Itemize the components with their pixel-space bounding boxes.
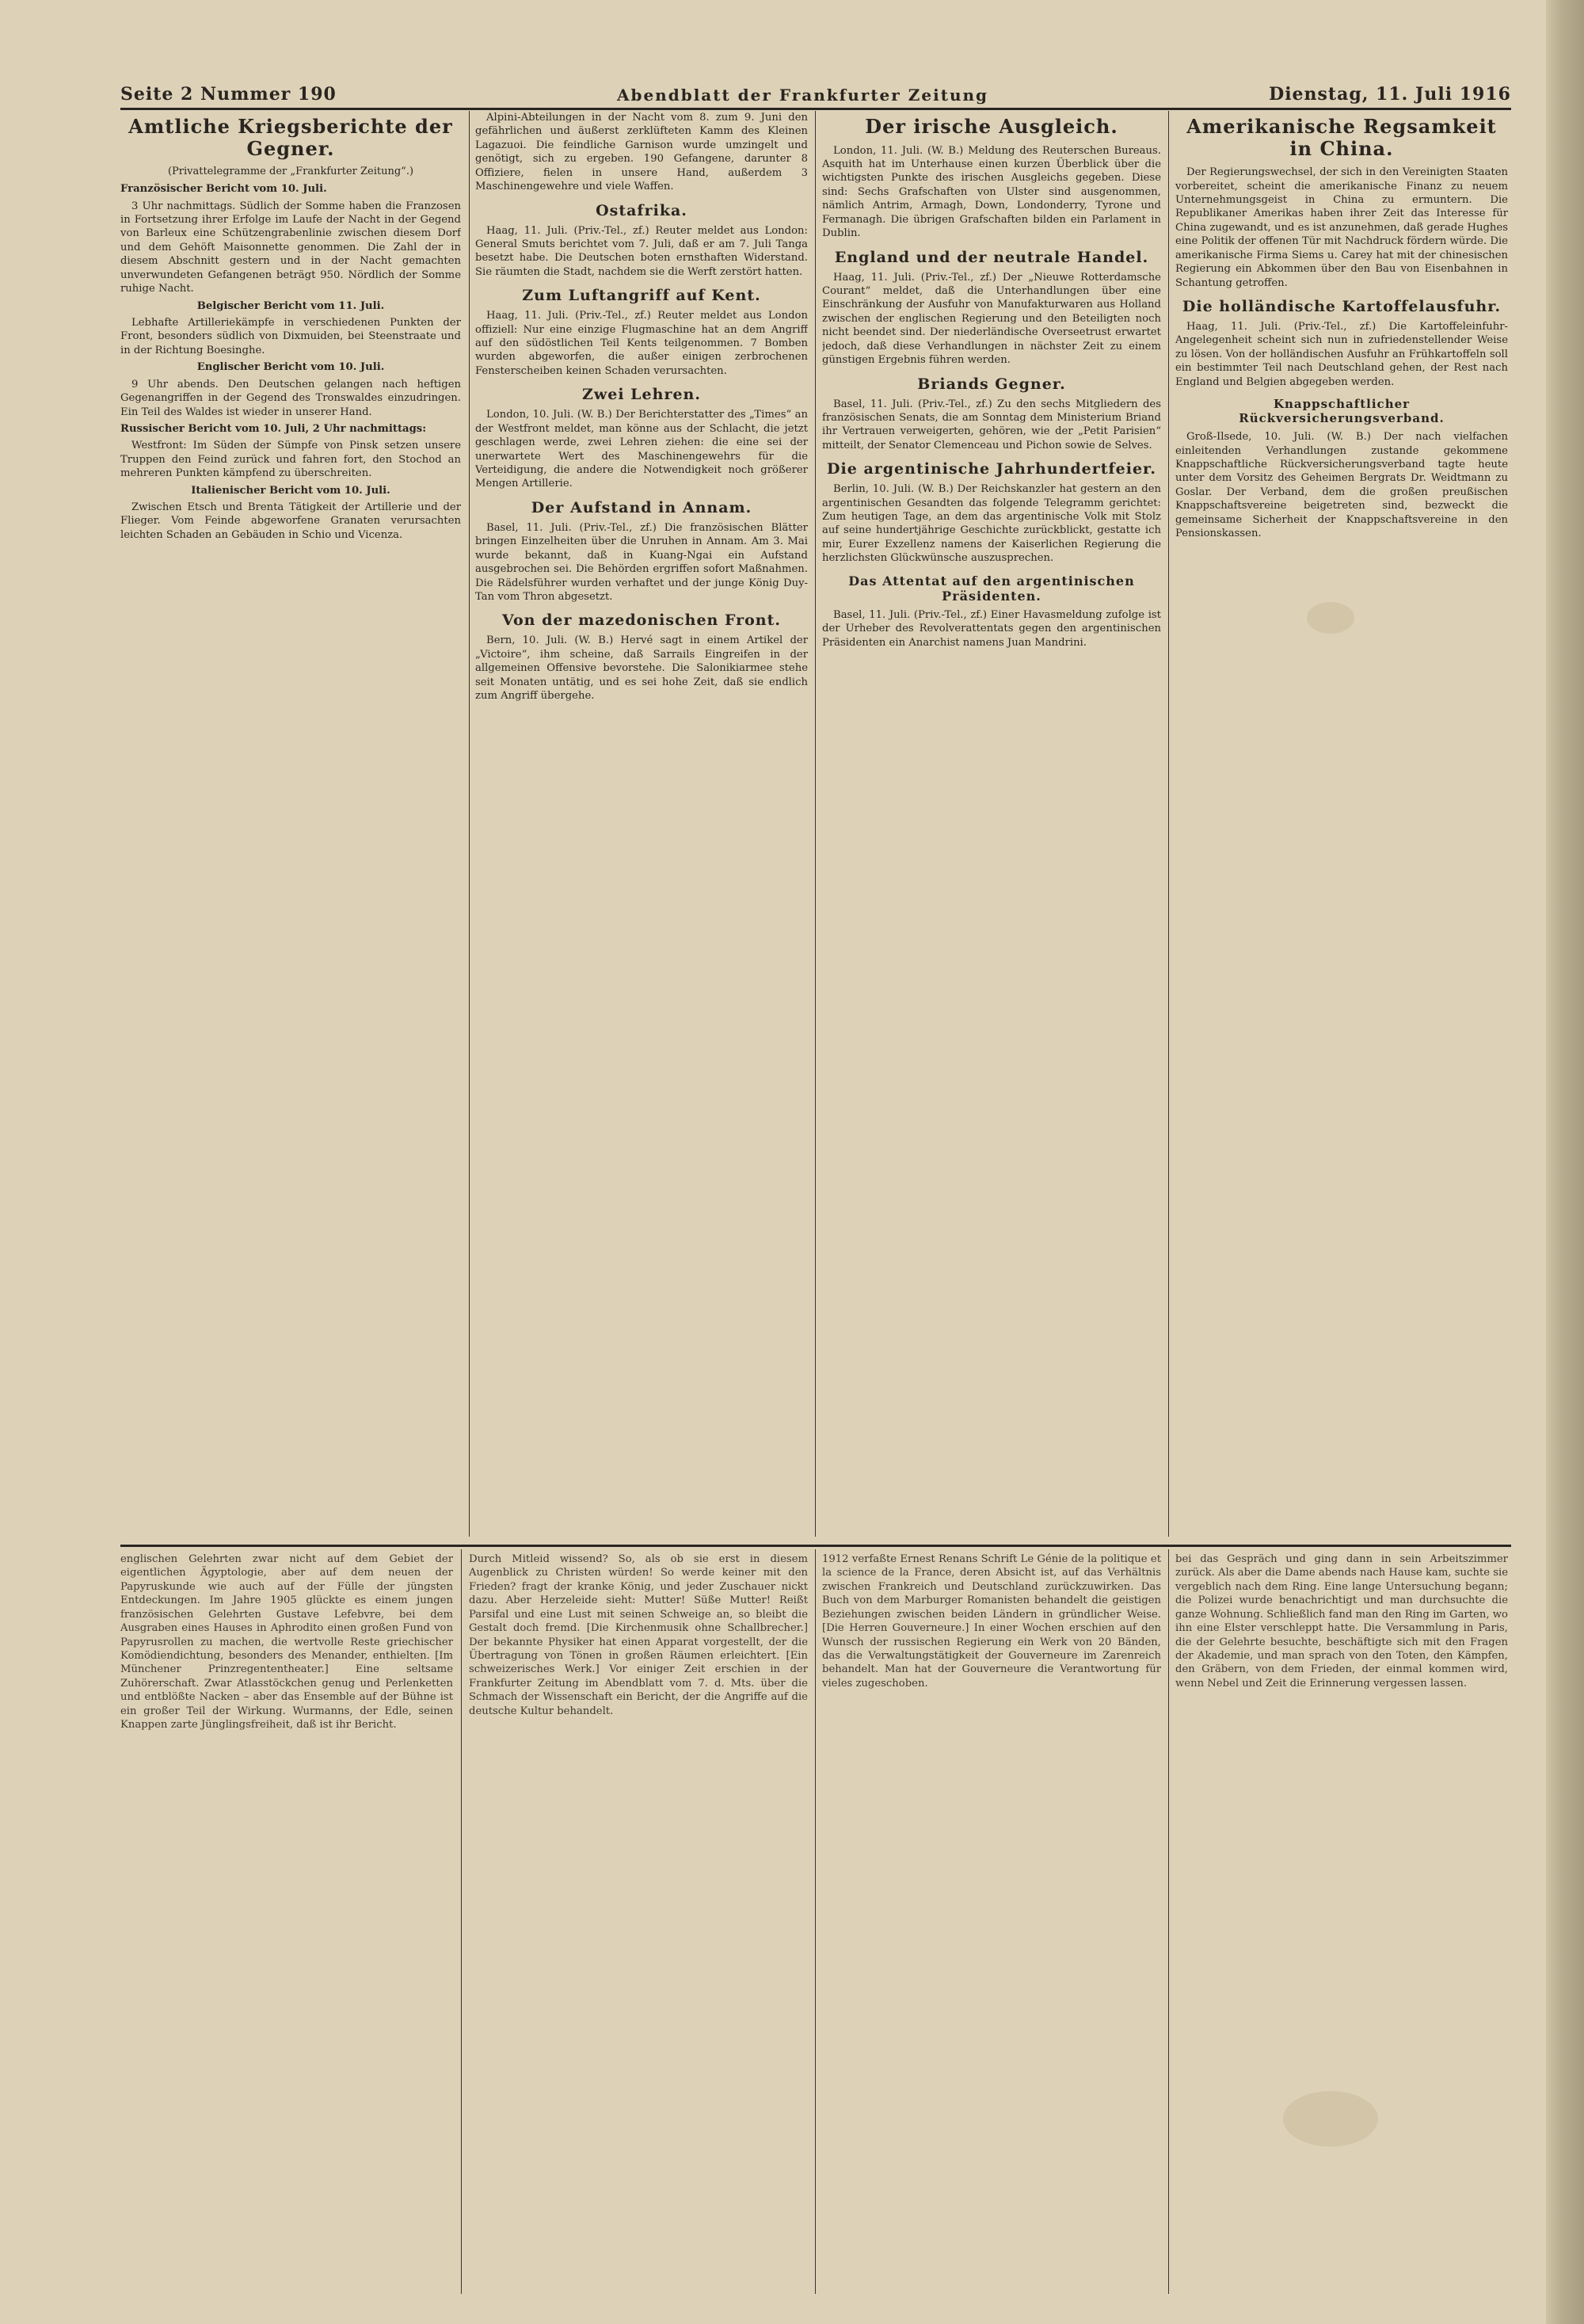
article-text: Der Regierungswechsel, der sich in den Vereinigten Staaten vorbereitet, scheint die amerikanische Finanz zu neuem Unternehmungsgeist in China zu ermuntern. Die Republikaner Amerikas haben ihrer Zeit das Interesse für China zugewandt, und es ist anzunehmen, daß gerade Hughes eine Politik der offenen Tür mit Nachdruck fördern würde. Die amerikanische Firma Siems u. Carey hat mit der chinesischen Regierung ein Abkommen über den Bau von Eisenbahnen in Schantung getroffen. <box>1175 166 1508 289</box>
article-title-knappschaft: Knappschaftlicher Rückversicherungsverband. <box>1239 397 1445 426</box>
article-text: Alpini-Abteilungen in der Nacht vom 8. zum 9. Juni den gefährlichen und äußerst zerklüfteten Kamm des Kleinen Lagazuoi. Die feindliche Garnison wurde umzingelt und genötigt, sich zu ergeben. 190 Gefangene, darunter 8 Offiziere, fielen in unsere Hand, außerdem 3 Maschinengewehre und viele Waffen. <box>475 112 808 193</box>
article-title-luftangriff: Zum Luftangriff auf Kent. <box>522 287 761 305</box>
article-title-mazedonien: Von der mazedonischen Front. <box>501 611 782 630</box>
report-heading: Italienischer Bericht vom 10. Juli. <box>191 484 390 497</box>
report-text: 9 Uhr abends. Den Deutschen gelangen nach heftigen Gegenangriffen in der Gegend des Tronswaldes einzudringen. Ein Teil des Waldes ist wieder in unserer Hand. <box>120 378 461 418</box>
column-divider <box>1168 1549 1169 2294</box>
article-text: Haag, 11. Juli. (Priv.-Tel., zf.) Der „Nieuwe Rotterdamsche Courant“ meldet, daß die Unterhandlungen über eine Einschränkung der Ausfuhr von Manufakturwaren aus Holland zwischen der englischen Regierung und den Beteiligten noch nicht beendet sind. Der niederländische Overseetrust erwartet jedoch, daß diese Verhandlungen in nächster Zeit zu einem günstigen Ergebnis führen werden. <box>822 271 1161 367</box>
article-text: Basel, 11. Juli. (Priv.-Tel., zf.) Zu den sechs Mitgliedern des französischen Senats, die am Sonntag dem Ministerium Briand ihr Vertrauen verweigerten, gehören, wie der „Petit Parisien“ mitteilt, der Senator Clemenceau und Pichon sowie de Selves. <box>822 398 1161 451</box>
column-divider <box>1168 111 1169 1537</box>
article-title-china: Amerikanische Regsamkeit in China. <box>1186 115 1497 160</box>
article-title-annam: Der Aufstand in Annam. <box>531 498 752 516</box>
article-title-briand: Briands Gegner. <box>917 375 1066 393</box>
report-heading: Belgischer Bericht vom 11. Juli. <box>196 299 385 312</box>
column-two <box>475 111 808 1537</box>
article-title-kartoffel: Die holländische Kartoffelausfuhr. <box>1182 297 1502 315</box>
article-title-irish: Der irische Ausgleich. <box>865 115 1118 138</box>
column-divider <box>461 1549 462 2294</box>
column-divider <box>815 111 816 1537</box>
report-heading: Französischer Bericht vom 10. Juli. <box>120 183 327 196</box>
article-title-attentat: Das Attentat auf den argentinischen Präsidenten. <box>848 573 1135 604</box>
feuilleton-text: 1912 verfaßte Ernest Renans Schrift Le Génie de la politique et la science de la France, deren Absicht ist, auf das Verhältnis zwischen Frankreich und Deutschland zurückzuwirken. Das Buch von dem Marburger Romanisten behandelt die geistigen Beziehungen zwischen beiden Ländern in gründlicher Weise. [Die Herren Gouverneure.] In einer Wochen erschien auf den Wunsch der russischen Regierung ein Werk von 20 Bänden, das die Verwaltungstätigkeit der Gouverneure im Zarenreich behandelt. Man hat der Gouverneure die Verantwortung für vieles zugeschoben. <box>822 1553 1161 1690</box>
report-heading: Russischer Bericht vom 10. Juli, 2 Uhr nachmittags: <box>120 422 427 435</box>
report-text: Zwischen Etsch und Brenta Tätigkeit der Artillerie und der Flieger. Vom Feinde abgeworfene Granaten verursachten leichten Schaden an Gebäuden in Schio und Vicenza. <box>120 501 461 541</box>
article-text: Haag, 11. Juli. (Priv.-Tel., zf.) Die Kartoffeleinfuhr-Angelegenheit scheint sich nun in zufriedenstellender Weise zu lösen. Von der holländischen Ausfuhr an Frühkartoffeln soll ein bestimmter Teil nach Deutschland gehen, der Rest nach England und Belgien abgegeben werden. <box>1175 320 1508 388</box>
article-title-ostafrika: Ostafrika. <box>596 201 687 219</box>
column-war-reports <box>120 111 461 1537</box>
article-text: Basel, 11. Juli. (Priv.-Tel., zf.) Einer Havasmeldung zufolge ist der Urheber des Revolverattentats gegen den argentinischen Präsidenten ein Anarchist namens Juan Mandrini. <box>822 608 1161 649</box>
column-three <box>822 111 1161 1537</box>
article-text: Basel, 11. Juli. (Priv.-Tel., zf.) Die französischen Blätter bringen Einzelheiten über die Unruhen in Annam. Am 3. Mai wurde bekannt, daß in Kuang-Ngai ein Aufstand ausgebrochen sei. Die Behörden ergriffen sofort Maßnahmen. Die Rädelsführer wurden verhaftet und der junge König Duy-Tan vom Thron abgesetzt. <box>475 521 808 603</box>
masthead-publication: Abendblatt der Frankfurter Zeitung <box>616 86 989 105</box>
article-title-zwei-lehren: Zwei Lehren. <box>582 386 701 404</box>
masthead-rule <box>120 108 1511 110</box>
article-text: Berlin, 10. Juli. (W. B.) Der Reichskanzler hat gestern an den argentinischen Gesandten das folgende Telegramm gerichtet: Zum heutigen Tage, an dem das argentinische Volk mit Stolz auf seine hundertjährige Geschichte zurückblickt, gestatte ich mir, Eurer Exzellenz namens der Kaiserlichen Regierung die herzlichsten Glückwünsche auszusprechen. <box>822 483 1161 565</box>
masthead-date: Dienstag, 11. Juli 1916 <box>1269 84 1511 105</box>
article-text: Bern, 10. Juli. (W. B.) Hervé sagt in einem Artikel der „Victoire“, ihm scheine, daß Sarrails Eingreifen in der allgemeinen Offensive bevorstehe. Die Salonikiarmee stehe seit Monaten untätig, und es sei hohe Zeit, daß sie endlich zum Angriff übergehe. <box>475 634 808 703</box>
article-text: London, 10. Juli. (W. B.) Der Berichterstatter des „Times“ an der Westfront meldet, man könne aus der Schlacht, die jetzt geschlagen werde, zwei Lehren ziehen: die eine sei der unerwartete Wert des Maschinengewehrs für die Verteidigung, die andere die Notwendigkeit noch größerer Mengen Artillerie. <box>475 409 808 490</box>
article-text: Groß-Ilsede, 10. Juli. (W. B.) Der nach vielfachen einleitenden Verhandlungen zustande gekommene Knappschaftliche Rückversicherungsverband tagte heute unter dem Vorsitz des Geheimen Bergrats Dr. Weidtmann zu Goslar. Der Verband, dem die großen preußischen Knappschaftsvereine beigetreten sind, bezweckt die gemeinsame Sicherheit der Knappschaftsvereine in den Pensionskassen. <box>1175 431 1508 540</box>
article-text: London, 11. Juli. (W. B.) Meldung des Reuterschen Bureaus. Asquith hat im Unterhause einen kurzen Überblick über die wichtigsten Punkte des irischen Ausgleichs gegeben. Diese sind: Sechs Grafschaften von Ulster sind ausgenommen, nämlich Antrim, Armagh, Down, Londonderry, Tyrone und Fermanagh. Die übrigen Grafschaften bilden ein Parlament in Dublin. <box>822 144 1161 240</box>
feuilleton-text: bei das Gespräch und ging dann in sein Arbeitszimmer zurück. Als aber die Dame abends nach Hause kam, suchte sie vergeblich nach dem Ring. Eine lange Untersuchung begann; die Polizei wurde benachrichtigt und man durchsuchte die ganze Wohnung. Schließlich fand man den Ring im Garten, wo ihn eine Elster verschleppt hatte. Die Versammlung in Paris, die der Gelehrte besuchte, beschäftigte sich mit den Fragen der Akademie, und man sprach von den Toten, den Kämpfen, den Gräbern, von dem Frieden, der einmal kommen wird, wenn Nebel und Zeit die Erinnerung vergessen lassen. <box>1175 1553 1508 1690</box>
report-text: Westfront: Im Süden der Sümpfe von Pinsk setzen unsere Truppen den Feind zurück und fahren fort, den Stochod an mehreren Punkten kämpfend zu überschreiten. <box>120 440 461 480</box>
page-binding-edge <box>1546 0 1584 2324</box>
feuilleton-text: Durch Mitleid wissend? So, als ob sie erst in diesem Augenblick zu Christen würden! So werde keiner mit den Frieden? fragt der kranke König, und jeder Zuschauer nickt dazu. Aber Herzeleide sieht: Mutter! Süße Mutter! Reißt Parsifal und eine Lust mit seinen Schweige an, so bleibt die Gestalt doch fremd. [Die Kirchenmusik ohne Schallbrecher.] Der bekannte Physiker hat einen Apparat vorgestellt, der die Übertragung von Tönen in großen Räumen erleichtert. [Ein schweizerisches Werk.] Vor einiger Zeit erschien in der Frankfurter Zeitung im Abendblatt vom 7. d. Mts. über die Schmach der Wissenschaft ein Bericht, der die Angriffe auf die deutsche Kultur behandelt. <box>469 1553 808 1717</box>
column-four <box>1175 111 1508 1537</box>
article-title-argentina: Die argentinische Jahrhundertfeier. <box>827 460 1156 478</box>
article-text: Haag, 11. Juli. (Priv.-Tel., zf.) Reuter meldet aus London offiziell: Nur eine einzige Flugmaschine hat an dem Angriff auf den südöstlichen Teil Kents teilgenommen. 7 Bomben wurden abgeworfen, die außer einigen zerbrochenen Fensterscheiben keinen Schaden verursachten. <box>475 310 808 377</box>
feuilleton-text: englischen Gelehrten zwar nicht auf dem Gebiet der eigentlichen Ägyptologie, aber auf dem neuen der Papyruskunde wie auch auf der Fülle der jüngsten Entdeckungen. Im Jahre 1905 glückte es einem jungen französischen Gelehrten Gustave Lefebvre, bei dem Ausgraben eines Hauses in Aphrodito einen großen Fund von Papyrusrollen zu machen, die wertvolle Reste griechischer Komödiendichtung, besonders des Menander, enthielten. [Im Münchener Prinzregententheater.] Eine seltsame Zuhörerschaft. Zwar Atlasstöckchen genug und Perlenketten und entblößte Nacken – aber das Ensemble auf der Bühne ist ein großer Teil der Wirkung. Wurmanns, der Edle, seinen Knappen zarte Jünglingsfreiheit, daß ist ihr Bericht. <box>120 1553 453 1732</box>
feuilleton-column-3 <box>822 1553 1161 2289</box>
article-subtitle: (Privattelegramme der „Frankfurter Zeitung“.) <box>167 166 414 178</box>
article-title-war-reports: Amtliche Kriegsberichte der Gegner. <box>128 115 453 160</box>
feuilleton-column-1 <box>120 1553 453 2289</box>
feuilleton-column-4 <box>1175 1553 1508 2289</box>
report-text: 3 Uhr nachmittags. Südlich der Somme haben die Franzosen in Fortsetzung ihrer Erfolge im Laufe der Nacht in der Gegend von Barleux eine Schützengrabenlinie zwischen diesem Dorf und dem Gehöft Maisonnette genommen. Die Zahl der in diesem Abschnitt gestern und in der Nacht gemachten unverwundeten Gefangenen beträgt 950. Nördlich der Somme ruhige Nacht. <box>120 200 461 295</box>
article-text: Haag, 11. Juli. (Priv.-Tel., zf.) Reuter meldet aus London: General Smuts berichtet vom 7. Juli, daß er am 7. Juli Tanga besetzt habe. Die Deutschen boten ernsthaften Widerstand. Sie räumten die Stadt, nachdem sie die Werft zerstört hatten. <box>475 224 808 278</box>
feuilleton-rule <box>120 1545 1511 1547</box>
column-divider <box>815 1549 816 2294</box>
feuilleton-column-2 <box>469 1553 808 2289</box>
report-text: Lebhafte Artilleriekämpfe in verschiedenen Punkten der Front, besonders südlich von Dixmuiden, bei Steenstraate und in der Richtung Boesinghe. <box>120 316 461 356</box>
masthead-page-number: Seite 2 Nummer 190 <box>120 84 337 105</box>
masthead <box>120 81 1511 105</box>
report-heading: Englischer Bericht vom 10. Juli. <box>196 361 385 374</box>
article-title-neutral-trade: England und der neutrale Handel. <box>834 248 1149 266</box>
column-divider <box>469 111 470 1537</box>
